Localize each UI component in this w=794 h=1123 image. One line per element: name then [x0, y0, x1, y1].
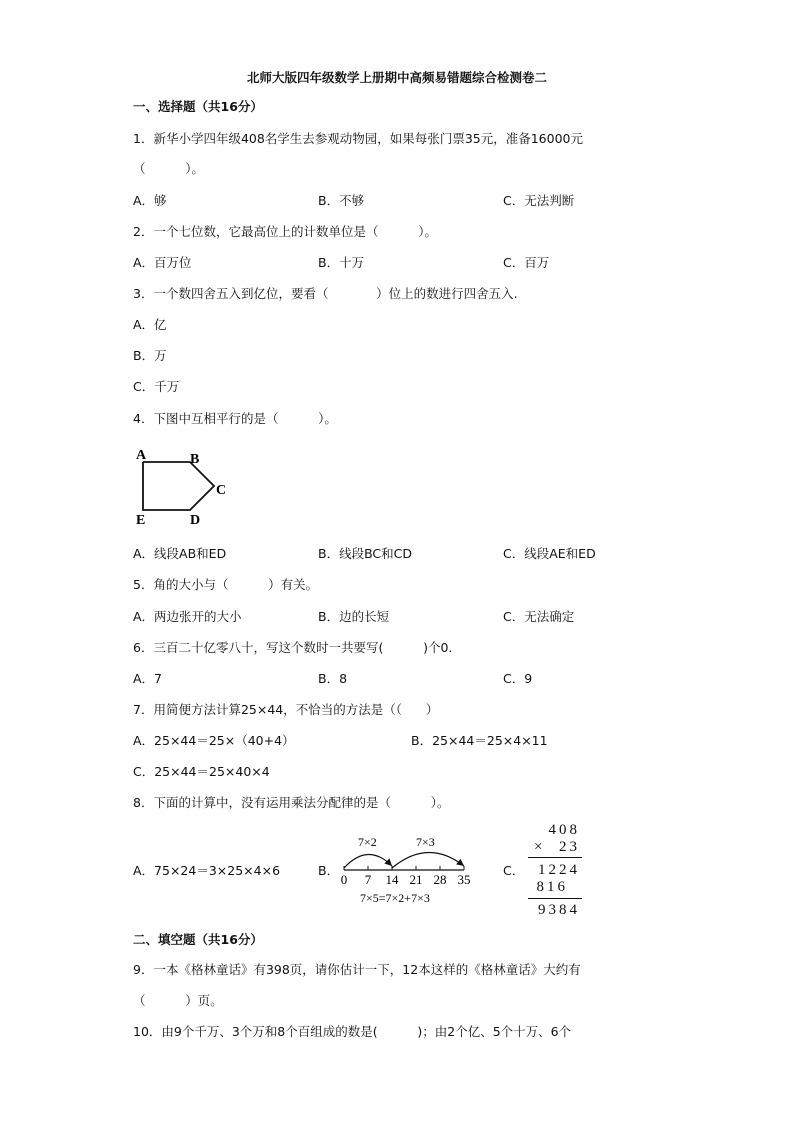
q7-option-c[interactable]: C．25×44＝25×40×4 [133, 764, 270, 779]
question-10-line-1: 10．由9个千万、3个万和8个百组成的数是( )；由2个亿、5个十万、6个 [133, 1024, 572, 1039]
question-2-stem: 2．一个七位数，它最高位上的计数单位是（ ）。 [133, 224, 437, 239]
q1-option-a[interactable]: A．够 [133, 193, 167, 208]
question-9-line-1: 9．一本《格林童话》有398页，请你估计一下，12本这样的《格林童话》大约有 [133, 962, 581, 977]
q2-option-b[interactable]: B．十万 [318, 255, 365, 270]
q1-option-c[interactable]: C．无法判断 [503, 193, 575, 208]
section-heading-choice: 一、选择题（共16分） [133, 99, 263, 114]
q8-option-c-label[interactable]: C． [503, 863, 525, 878]
vertical-calc-multiplier: × 23 [534, 839, 580, 855]
vertical-calc-multiplicand: 408 [548, 822, 580, 838]
q7-option-b[interactable]: B．25×44＝25×4×11 [411, 733, 548, 748]
question-5-stem: 5．角的大小与（ ）有关。 [133, 577, 319, 592]
q6-option-b[interactable]: B．8 [318, 671, 348, 686]
number-line-tick-label: 21 [409, 872, 423, 887]
pentagon-figure [130, 444, 240, 528]
question-6-stem: 6．三百二十亿零八十，写这个数时一共要写( )个0. [133, 640, 453, 655]
q4-option-b[interactable]: B．线段BC和CD [318, 546, 413, 561]
page-title: 北师大版四年级数学上册期中高频易错题综合检测卷二 [246, 70, 547, 85]
q1-option-b[interactable]: B．不够 [318, 193, 365, 208]
number-line-equation: 7×5=7×2+7×3 [360, 891, 430, 905]
section-heading-fill-in: 二、填空题（共16分） [133, 932, 263, 947]
q5-option-b[interactable]: B．边的长短 [318, 609, 390, 624]
question-9-line-2: （ ）页。 [133, 993, 223, 1008]
number-line-tick-label: 7 [364, 872, 372, 887]
question-3-stem: 3．一个数四舍五入到亿位，要看（ ）位上的数进行四舍五入. [133, 286, 518, 301]
q5-option-c[interactable]: C．无法确定 [503, 609, 575, 624]
q2-option-c[interactable]: C．百万 [503, 255, 550, 270]
question-1-line-2: （ ）。 [133, 161, 204, 176]
q2-option-a[interactable]: A．百万位 [133, 255, 192, 270]
q7-option-a[interactable]: A．25×44＝25×（40+4） [133, 733, 295, 748]
arc-7x3 [392, 852, 464, 868]
question-4-stem: 4．下图中互相平行的是（ ）。 [133, 411, 337, 426]
figure-label-c: C [216, 483, 227, 498]
question-7-stem: 7．用简便方法计算25×44，不恰当的方法是（（ ） [133, 702, 439, 717]
vertical-calc-partial-2: 816 [536, 879, 568, 895]
number-line-tick-label: 28 [433, 872, 447, 887]
q8-option-a[interactable]: A．75×24＝3×25×4×6 [133, 863, 281, 878]
figure-label-a: A [136, 448, 147, 463]
q3-option-b[interactable]: B．万 [133, 348, 167, 363]
q6-option-c[interactable]: C．9 [503, 671, 533, 686]
question-8-stem: 8．下面的计算中，没有运用乘法分配律的是（ ）。 [133, 795, 450, 810]
figure-label-e: E [136, 513, 146, 528]
question-1-line-1: 1．新华小学四年级408名学生去参观动物园，如果每张门票35元，准备16000元 [133, 131, 583, 146]
q5-option-a[interactable]: A．两边张开的大小 [133, 609, 242, 624]
arc-label-7x3: 7×3 [416, 835, 435, 849]
vertical-calc-rule-1 [528, 857, 582, 858]
arc-7x2 [344, 854, 392, 868]
figure-label-d: D [190, 513, 201, 528]
vertical-calc-rule-2 [528, 898, 582, 899]
q6-option-a[interactable]: A．7 [133, 671, 163, 686]
arc-label-7x2: 7×2 [358, 835, 377, 849]
q4-option-a[interactable]: A．线段AB和ED [133, 546, 227, 561]
vertical-calc-partial-1: 1224 [538, 862, 580, 878]
number-line-figure [334, 830, 484, 906]
q3-option-c[interactable]: C．千万 [133, 379, 180, 394]
q8-option-b-label[interactable]: B． [318, 863, 340, 878]
q4-option-c[interactable]: C．线段AE和ED [503, 546, 596, 561]
q3-option-a[interactable]: A．亿 [133, 317, 167, 332]
number-line-tick-label: 0 [340, 872, 348, 887]
number-line-tick-label: 35 [457, 872, 471, 887]
figure-label-b: B [190, 452, 200, 467]
vertical-calc-product: 9384 [538, 902, 580, 918]
number-line-tick-label: 14 [385, 872, 399, 887]
